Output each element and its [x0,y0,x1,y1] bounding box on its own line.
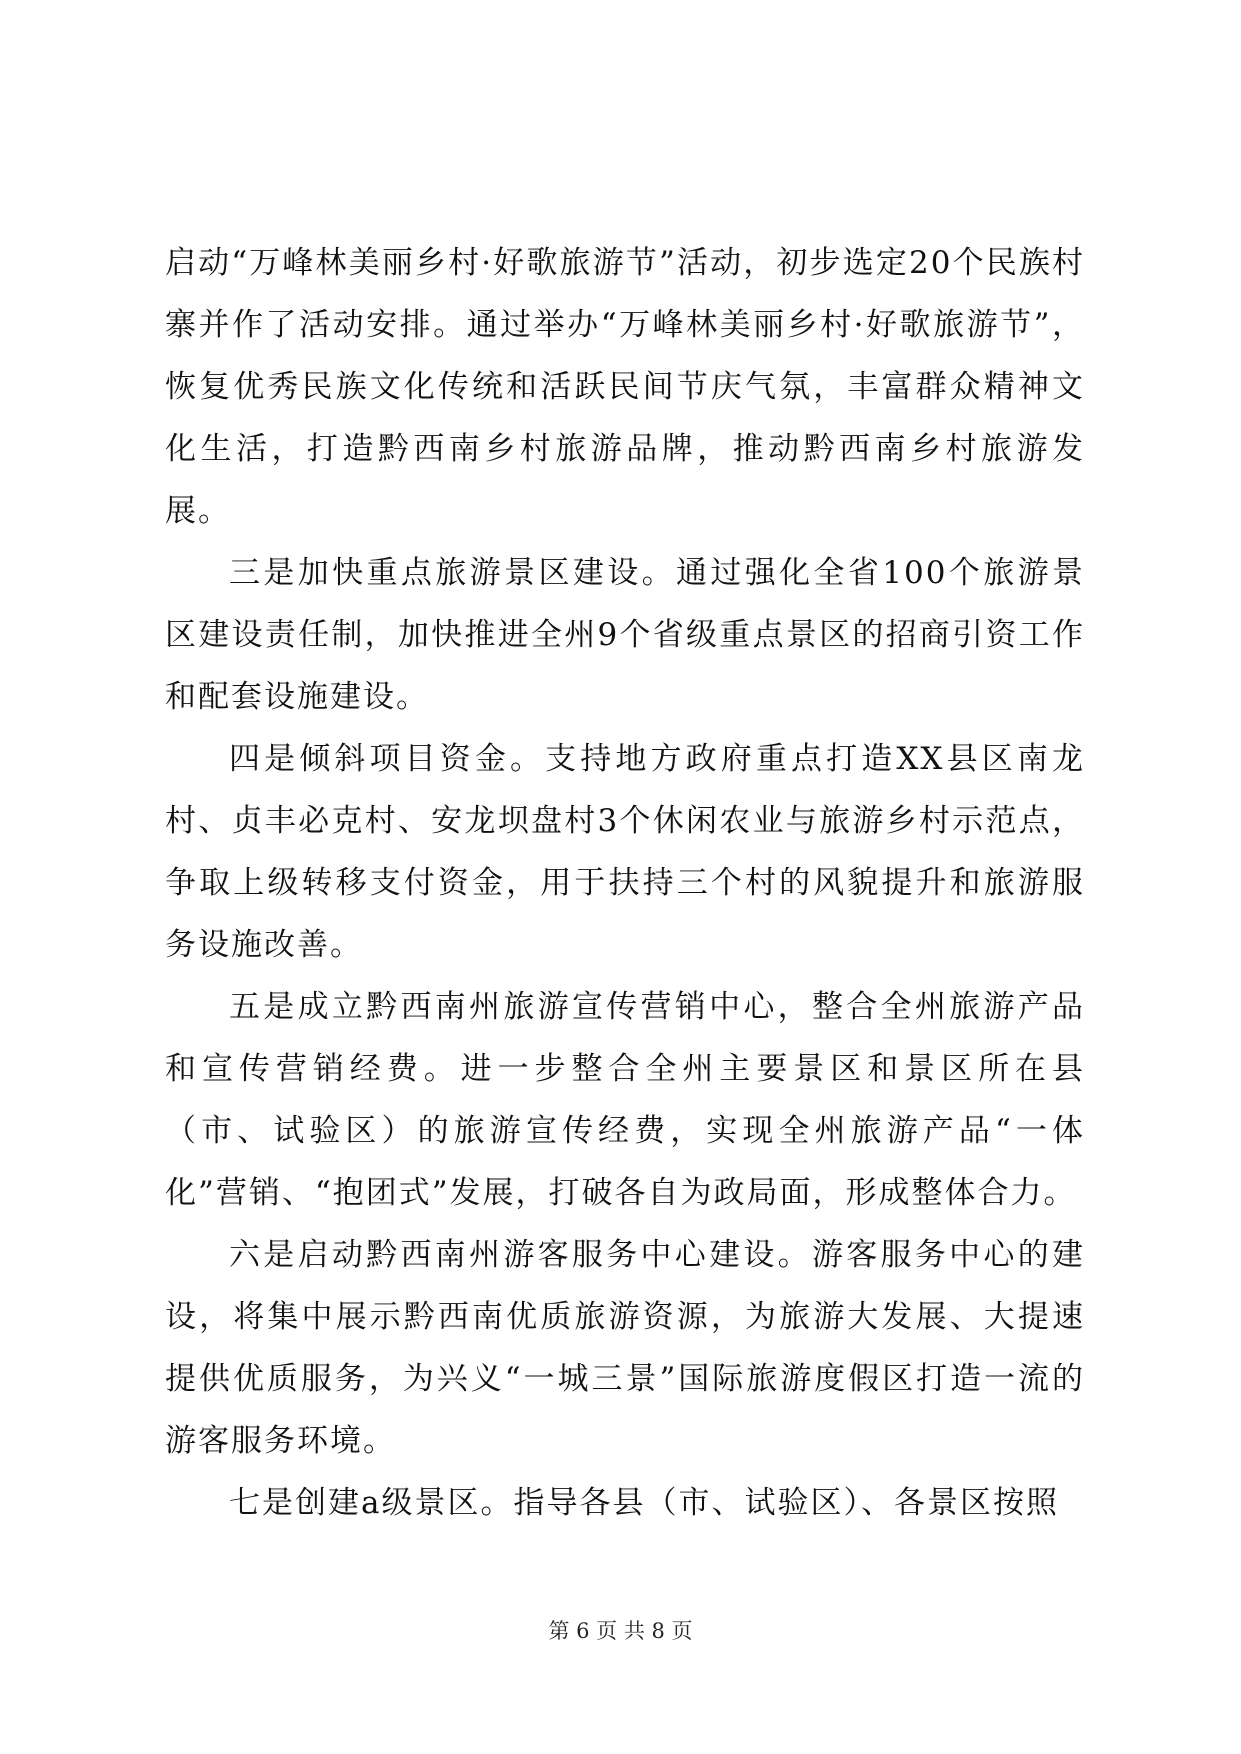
paragraph-4: 五是成立黔西南州旅游宣传营销中心，整合全州旅游产品和宣传营销经费。进一步整合全州主要景区和景区所在县（市、试验区）的旅游宣传经费，实现全州旅游产品“一体化”营销、“抱团式”发展，打破各自为政局面，形成整体合力。 [165,989,1085,1211]
paragraph-2: 三是加快重点旅游景区建设。通过强化全省100个旅游景区建设责任制，加快推进全州9个省级重点景区的招商引资工作和配套设施建设。 [165,555,1085,715]
page-number-label: 第 6 页 共 8 页 [548,1619,693,1643]
paragraph-5: 六是启动黔西南州游客服务中心建设。游客服务中心的建设，将集中展示黔西南优质旅游资源，为旅游大发展、大提速提供优质服务，为兴义“一城三景”国际旅游度假区打造一流的游客服务环境。 [165,1237,1085,1459]
paragraph-6: 七是创建a级景区。指导各县（市、试验区）、各景区按照 [229,1485,1059,1521]
paragraph-3: 四是倾斜项目资金。支持地方政府重点打造XX县区南龙村、贞丰必克村、安龙坝盘村3个休闲农业与旅游乡村示范点，争取上级转移支付资金，用于扶持三个村的风貌提升和旅游服务设施改善。 [165,741,1085,963]
paragraph-1: 启动“万峰林美丽乡村·好歌旅游节”活动，初步选定20个民族村寨并作了活动安排。通过举办“万峰林美丽乡村·好歌旅游节”，恢复优秀民族文化传统和活跃民间节庆气氛，丰富群众精神文化生活，打造黔西南乡村旅游品牌，推动黔西南乡村旅游发展。 [165,245,1085,529]
page-footer [0,1615,1241,1645]
document-body [165,232,1085,1534]
